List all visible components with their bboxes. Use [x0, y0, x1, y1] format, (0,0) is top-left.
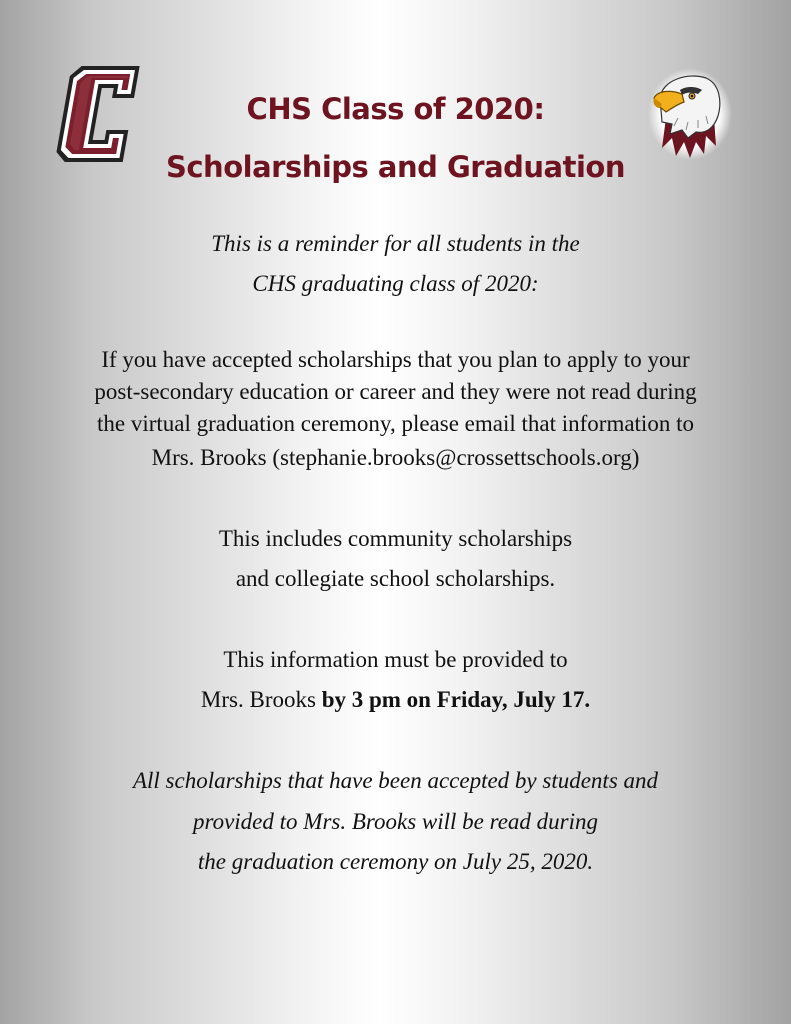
instructions-line-2: post-secondary education or career and they were not read during: [94, 379, 697, 404]
deadline-date: by 3 pm on Friday, July 17.: [321, 687, 591, 712]
intro-line-2: CHS graduating class of 2020:: [252, 271, 539, 296]
includes-line-1: This includes community scholarships: [218, 526, 573, 551]
deadline-line-1: This information must be provided to: [223, 647, 568, 672]
closing-line-2: provided to Mrs. Brooks will be read during: [192, 809, 599, 834]
closing-line-3: the graduation ceremony on July 25, 2020.: [197, 849, 594, 874]
includes-line-2: and collegiate school scholarships.: [235, 566, 556, 591]
page-title-line-2: Scholarships and Graduation: [165, 150, 625, 184]
deadline-line-2: [0, 686, 791, 714]
deadline-recipient: Mrs. Brooks: [200, 687, 322, 712]
instructions-line-1: If you have accepted scholarships that you plan to apply to your: [101, 347, 690, 372]
closing-line-1: All scholarships that have been accepted by students and: [132, 768, 659, 793]
instructions-line-4: Mrs. Brooks (stephanie.brooks@crossettschools.org): [151, 445, 640, 470]
intro-line-1: This is a reminder for all students in the: [211, 231, 580, 256]
instructions-line-3: the virtual graduation ceremony, please email that information to: [97, 411, 694, 436]
page-title-line-1: CHS Class of 2020:: [246, 92, 545, 126]
